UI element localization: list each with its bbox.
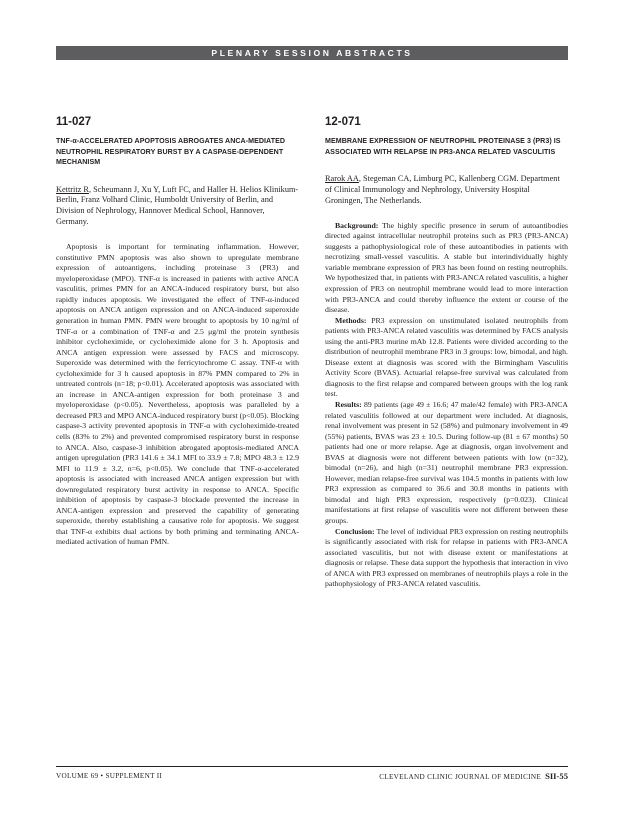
abstract-title: MEMBRANE EXPRESSION OF NEUTROPHIL PROTEINASE 3 (PR3) IS ASSOCIATED WITH RELAPSE IN PR3-ANCA RELATED VASCULITIS	[325, 137, 561, 156]
authors-rest: , Stegeman CA, Limburg PC, Kallenberg CGM. Department of Clinical Immunology and Nephrology, University Hospital Groningen, The Netherlands.	[325, 174, 560, 205]
footer-journal	[379, 771, 568, 781]
abstract-body	[56, 242, 299, 548]
abstract-title: TNF-α-ACCELERATED APOPTOSIS ABROGATES ANCA-MEDIATED NEUTROPHIL RESPIRATORY BURST BY A CASPASE-DEPENDENT MECHANISM	[56, 137, 286, 166]
page-number: SII-55	[545, 771, 568, 781]
methods-paragraph	[325, 316, 568, 400]
first-author: Kettritz R	[56, 184, 89, 194]
results-paragraph	[325, 400, 568, 527]
background-paragraph	[325, 221, 568, 316]
section-label: Conclusion:	[335, 526, 375, 536]
journal-name: CLEVELAND CLINIC JOURNAL OF MEDICINE	[379, 773, 542, 781]
footer-divider	[56, 766, 568, 767]
abstract-11-027	[56, 116, 299, 548]
section-label: Methods:	[335, 315, 367, 325]
abstract-id: 12-071	[325, 116, 361, 128]
footer-volume: VOLUME 69 • SUPPLEMENT II	[56, 772, 163, 780]
section-banner: PLENARY SESSION ABSTRACTS	[56, 46, 568, 60]
authors-rest: , Scheumann J, Xu Y, Luft FC, and Haller H. Helios Klinikum-Berlin, Franz Volhard Clinic, Humboldt University of Berlin, and Division of Nephrology, Hannover Medical School, Hannover, Germany.	[56, 184, 299, 227]
abstract-body	[325, 221, 568, 590]
first-author: Rarok AA	[325, 174, 359, 183]
section-label: Results:	[335, 400, 362, 410]
authors-affiliation	[325, 174, 568, 207]
abstract-id: 11-027	[56, 116, 92, 128]
section-text: 89 patients (age 49 ± 16.6; 47 male/42 female) with PR3-ANCA related vasculitis followed at our department were included. At diagnosis, renal involvement was present in 52 (58%) and pulmonary involvement in 49 (55%) patients, BVAS was 23 ± 10.5. During follow-up (81 ± 67 months) 50 patients had one or more relapse. Age at diagnosis, organ involvement and BVAS at diagnosis were not different between patients with low (n=32), bimodal (n=26), and high (n=31) neutrophil membrane PR3 expression. However, median relapse-free survival was 104.5 months in patients with low PR3 expression as compared to 36.6 and 30.8 months in patients with bimodal and high PR3 expression, respectively (p=0.023). Clinical manifestations at first relapse of vasculitis were not different between these groups.	[325, 400, 569, 526]
authors-affiliation	[56, 185, 299, 229]
section-label: Background:	[335, 220, 379, 230]
abstract-paragraph: Apoptosis is important for terminating inflammation. However, constitutive PMN apoptosis was also shown to upregulate membrane expression of autoantigens, including proteinase 3 (PR3) and myeloperoxidase (MPO). TNF-α is increased in patients with active ANCA vasculitis, primes PMN for an ANCA-induced respiratory burst, but also rapidly induces apoptosis. We investigated the effect of TNF-α-induced apoptosis on ANCA antigen expression and on ANCA-induced superoxide generation in human PMN. PMN were brought to apoptosis by 10 ng/ml of TNF-α or a combination of TNF-α and 2.5 μg/ml the protein synthesis inhibitor cycloheximide, or cycloheximide alone for 3 h. Apoptosis and ANCA antigen expression were assessed by FACS and microscopy. Superoxide was determined with the ferricytochrome C assay. TNF-α with cycloheximide for 3 h caused apoptosis in 87% PMN compared to 2% in untreated controls (n=18; p<0.01). Accelerated apoptosis was associated with an increase in ANCA-antigen expression for both proteinase 3 and myeloperoxidase (p<0.05). Nevertheless, apoptosis was paralleled by a decreased PR3 and MPO ANCA-induced respiratory burst (p<0.05). Blocking caspase-3 activity prevented apoptosis in TNF-α with cycloheximide-treated cells (83% to 2%) and prevented compromised respiratory burst in response to ANCA. Also, caspase-3 inhibition abrogated apoptosis-mediated ANCA antigen upregulation (PR3 141.6 ± 34.1 MFI to 33.9 ± 7.8; MPO 48.3 ± 12.9 MFI to 11.9 ± 3.2, n=6, p<0.05). We conclude that TNF-α-accelerated apoptosis is associated with increased ANCA antigen expression but with downregulated respiratory burst activity in response to ANCA. Specific inhibition of apoptosis by caspase-3 blockade prevented the increase in ANCA-antigen expression and preserved the capability of generating superoxide, thereby establishing a causative role for apoptosis. We suggest that TNF-α exhibits dual actions by both priming and terminating ANCA-mediated activation of human PMN.	[56, 242, 299, 547]
section-text: PR3 expression on unstimulated isolated neutrophils from patients with PR3-ANCA related vasculitis was determined by FACS analysis using the anti-PR3 murine mAb 12.8. Patients were divided according to the distribution of neutrophil membrane PR3 in 3 groups: low, bimodal, and high. Disease extent at diagnosis was scored with the Birmingham Vasculitis Activity Score (BVAS). Actuarial relapse-free survival was calculated from diagnosis to the first relapse and compared between groups with the log rank test.	[325, 315, 569, 399]
abstract-12-071	[325, 116, 568, 590]
section-text: The level of individual PR3 expression on resting neutrophils is significantly associated with risk for relapse in patients with PR3-ANCA associated vasculitis, but not with disease extent or manifestations at diagnosis or relapse. These data support the hypothesis that interaction in vivo of ANCA with PR3 expressed on membranes of neutrophils plays a role in the pathophysiology of PR3-ANCA related vasculitis.	[325, 526, 568, 589]
conclusion-paragraph	[325, 527, 568, 590]
section-text: The highly specific presence in serum of autoantibodies directed against intracellular neutrophil proteins such as PR3 (PR3-ANCA) suggests a pathophysiological role of these autoantibodies in patients with necrotizing small-vessel vasculitis. A stable but interindividually highly variable membrane expression of PR3 has been found on resting neutrophils. We hypothesized that, in patients with PR3-ANCA related vasculitis, a higher expression of PR3 on neutrophil membrane would lead to more interaction with PR3-ANCA and could thereby influence the extent or course of the disease.	[325, 220, 568, 315]
